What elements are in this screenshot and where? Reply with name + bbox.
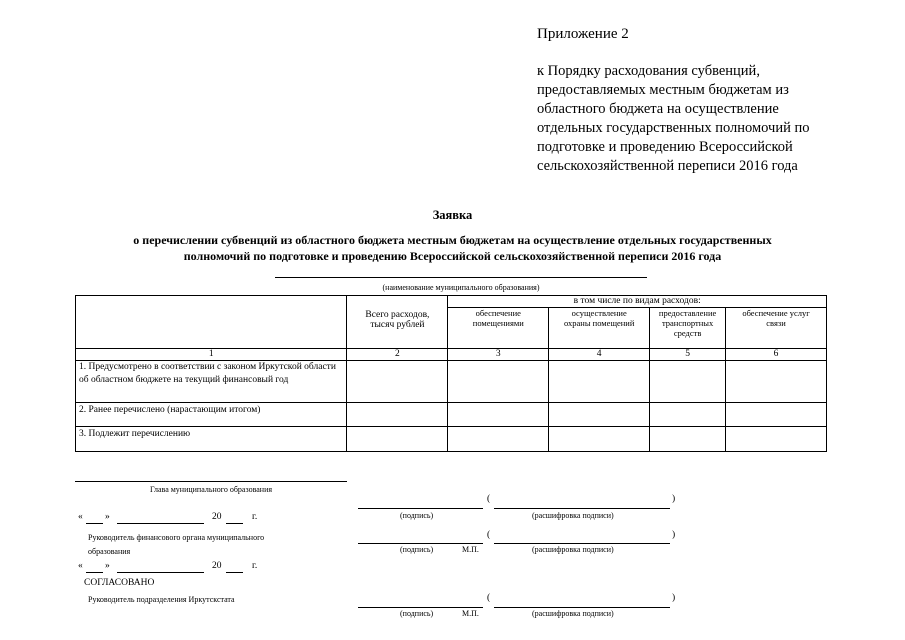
decoding-line[interactable] (494, 508, 670, 509)
date-close-quote: » (105, 512, 110, 522)
signature-line[interactable] (358, 543, 483, 544)
signature-label: (подпись) (400, 609, 434, 618)
appendix-line: подготовке и проведению Всероссийской (537, 139, 793, 155)
appendix-line: областного бюджета на осуществление (537, 101, 779, 117)
date-year-suffix: г. (252, 512, 258, 522)
header-col5-line: транспортных (661, 318, 714, 328)
table-row (76, 403, 827, 427)
signature-label: (подпись) (400, 511, 434, 520)
close-paren: ) (672, 494, 676, 504)
header-col6-line: обеспечение услуг (742, 308, 810, 318)
head-name-line[interactable] (75, 481, 347, 482)
date-year-field[interactable] (226, 523, 243, 524)
header-col4-line: охраны помещений (563, 318, 635, 328)
date-year-suffix: г. (252, 561, 258, 571)
header-total-line: Всего расходов, (365, 310, 430, 320)
row-label: 1. Предусмотрено в соответствии с законом Иркутской области об областном бюджете на текущий финансовый год (76, 361, 347, 403)
date-day-field[interactable] (86, 572, 103, 573)
column-number: 5 (650, 349, 726, 361)
header-col4 (549, 308, 650, 349)
close-paren: ) (672, 530, 676, 540)
header-total (347, 296, 448, 349)
header-empty-cell (76, 296, 347, 349)
value-cell[interactable] (650, 403, 726, 427)
head-title: Глава муниципального образования (149, 485, 273, 494)
date-year-prefix: 20 (212, 512, 222, 522)
header-col6-line: связи (766, 318, 786, 328)
signature-line[interactable] (358, 607, 483, 608)
column-number: 3 (448, 349, 549, 361)
table-row (76, 361, 827, 403)
date-close-quote: » (105, 561, 110, 571)
value-cell[interactable] (650, 361, 726, 403)
open-paren: ( (487, 593, 491, 603)
column-number: 1 (76, 349, 347, 361)
appendix-title: Приложение 2 (537, 26, 629, 42)
appendix-line: сельскохозяйственной переписи 2016 года (537, 158, 798, 174)
document-subtitle (60, 232, 845, 264)
row-label: 3. Подлежит перечислению (76, 427, 347, 452)
appendix-line: к Порядку расходования субвенций, (537, 63, 760, 79)
municipality-name-line[interactable] (275, 277, 647, 278)
header-col3-line: обеспечение (475, 308, 521, 318)
stamp-label: М.П. (462, 545, 479, 554)
stat-head-title: Руководитель подразделения Иркутскстата (88, 595, 235, 604)
value-cell[interactable] (448, 427, 549, 452)
decoding-line[interactable] (494, 607, 670, 608)
header-col5-line: средств (673, 328, 702, 338)
document-title: Заявка (432, 208, 473, 222)
header-col5 (650, 308, 726, 349)
value-cell[interactable] (448, 361, 549, 403)
date-year-field[interactable] (226, 572, 243, 573)
value-cell[interactable] (347, 403, 448, 427)
header-col4-line: осуществление (571, 308, 627, 318)
finance-head-line: образования (88, 547, 131, 556)
header-col3-line: помещениями (472, 318, 524, 328)
decoding-line[interactable] (494, 543, 670, 544)
header-total-line: тысяч рублей (370, 320, 425, 330)
value-cell[interactable] (448, 403, 549, 427)
date-open-quote: « (78, 561, 83, 571)
header-col6 (726, 308, 827, 349)
stamp-label: М.П. (462, 609, 479, 618)
decoding-label: (расшифровка подписи) (532, 609, 614, 618)
value-cell[interactable] (726, 361, 827, 403)
signature-line[interactable] (358, 508, 483, 509)
date-month-field[interactable] (117, 523, 204, 524)
value-cell[interactable] (726, 427, 827, 452)
signature-label: (подпись) (400, 545, 434, 554)
table-row (76, 427, 827, 452)
appendix-line: отдельных государственных полномочий по (537, 120, 810, 136)
decoding-label: (расшифровка подписи) (532, 511, 614, 520)
value-cell[interactable] (347, 427, 448, 452)
request-table (75, 295, 827, 452)
value-cell[interactable] (549, 427, 650, 452)
row-label: 2. Ранее перечислено (нарастающим итогом) (76, 403, 347, 427)
open-paren: ( (487, 530, 491, 540)
decoding-label: (расшифровка подписи) (532, 545, 614, 554)
value-cell[interactable] (650, 427, 726, 452)
value-cell[interactable] (347, 361, 448, 403)
value-cell[interactable] (549, 403, 650, 427)
header-group: в том числе по видам расходов: (448, 296, 827, 308)
value-cell[interactable] (549, 361, 650, 403)
value-cell[interactable] (726, 403, 827, 427)
finance-head-title (88, 531, 264, 559)
header-col5-line: предоставление (658, 308, 717, 318)
column-number: 6 (726, 349, 827, 361)
date-month-field[interactable] (117, 572, 204, 573)
subtitle-line-2: полномочий по подготовке и проведению Всероссийской сельскохозяйственной переписи 2016 года (183, 249, 722, 263)
date-day-field[interactable] (86, 523, 103, 524)
appendix-text (537, 62, 847, 176)
date-year-prefix: 20 (212, 561, 222, 571)
municipality-label: (наименование муниципального образования) (382, 283, 540, 292)
close-paren: ) (672, 593, 676, 603)
column-number: 2 (347, 349, 448, 361)
appendix-line: предоставляемых местным бюджетам из (537, 82, 789, 98)
header-col3 (448, 308, 549, 349)
open-paren: ( (487, 494, 491, 504)
agreed-label: СОГЛАСОВАНО (84, 578, 155, 588)
column-number: 4 (549, 349, 650, 361)
subtitle-line-1: о перечислении субвенций из областного бюджета местным бюджетам на осуществление отдельных государственных (133, 233, 772, 247)
finance-head-line: Руководитель финансового органа муниципального (88, 533, 265, 542)
date-open-quote: « (78, 512, 83, 522)
